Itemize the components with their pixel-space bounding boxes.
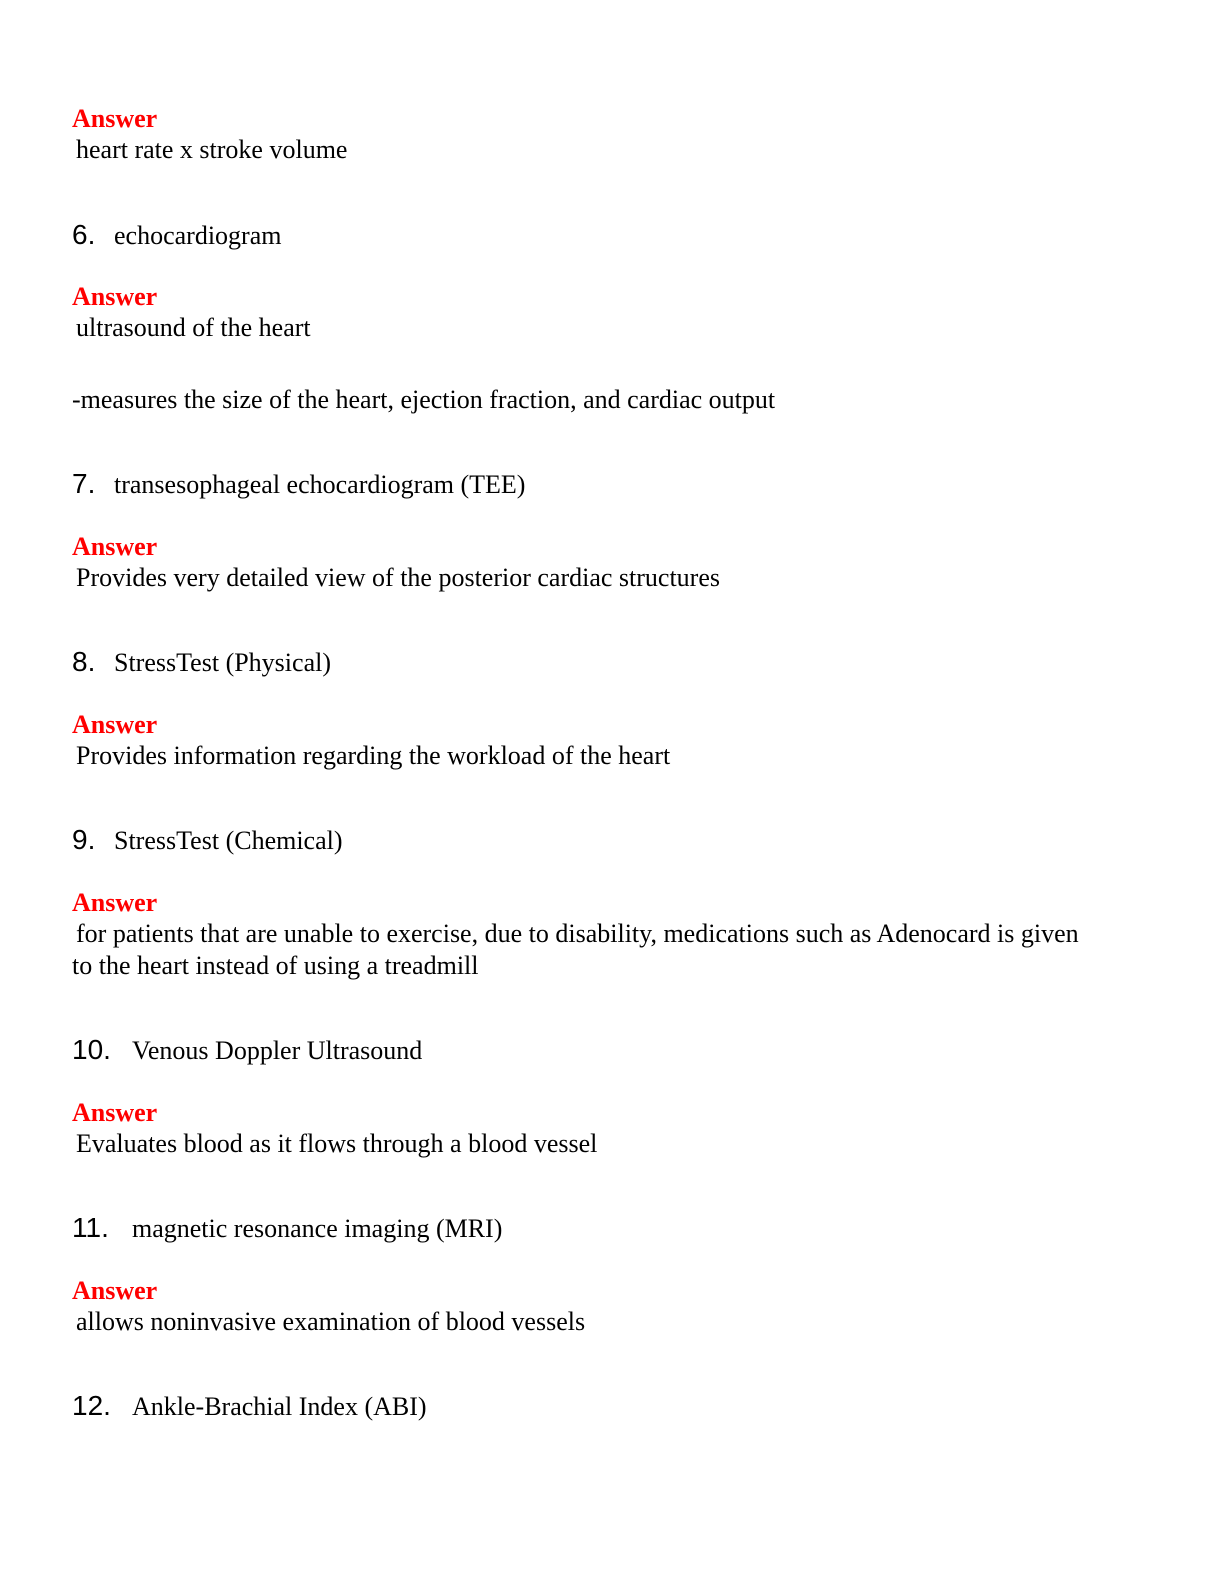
answer-text-6: ultrasound of the heart [76,313,311,342]
answer-block-9 [72,888,1134,982]
question-text-7: transesophageal echocardiogram (TEE) [114,470,526,499]
answer-block-6 [72,282,1134,344]
answer-block-5 [72,104,1134,166]
answer-text-8: Provides information regarding the workload of the heart [76,741,671,770]
answer-block-10 [72,1098,1134,1160]
question-number-8: 8. [72,646,96,677]
answer-text-11: allows noninvasive examination of blood vessels [76,1307,586,1336]
answer-label: Answer [72,532,158,561]
answer-label: Answer [72,1098,158,1127]
answer-label: Answer [72,888,158,917]
answer-text-9-line-2: to the heart instead of using a treadmill [72,951,479,980]
answer-text-7: Provides very detailed view of the posterior cardiac structures [76,563,720,592]
question-text-10: Venous Doppler Ultrasound [132,1036,423,1065]
question-number-7: 7. [72,468,96,499]
answer-block-11 [72,1276,1134,1338]
answer-text-10: Evaluates blood as it flows through a blood vessel [76,1129,598,1158]
question-number-9: 9. [72,824,96,855]
question-text-6: echocardiogram [114,221,282,250]
question-number-12: 12. [72,1390,111,1421]
answer-block-7 [72,532,1134,594]
question-number-10: 10. [72,1034,111,1065]
question-8 [72,646,331,679]
answer-label: Answer [72,104,158,133]
answer-text-9-line-1: for patients that are unable to exercise, due to disability, medications such as Adenocard is given [76,919,1079,948]
answer-extra-6 [72,384,1134,416]
answer-label: Answer [72,710,158,739]
answer-block-8 [72,710,1134,772]
question-text-11: magnetic resonance imaging (MRI) [132,1214,503,1243]
question-7 [72,468,525,501]
answer-label: Answer [72,1276,158,1305]
question-9 [72,824,343,857]
question-12 [72,1390,427,1423]
answer-text-5: heart rate x stroke volume [76,135,348,164]
question-11 [72,1212,502,1245]
question-text-8: StressTest (Physical) [114,648,331,677]
question-number-6: 6. [72,219,96,250]
question-6 [72,219,281,252]
question-text-12: Ankle-Brachial Index (ABI) [132,1392,427,1421]
answer-extra-text-6: -measures the size of the heart, ejection fraction, and cardiac output [72,385,776,414]
question-10 [72,1034,422,1067]
answer-label: Answer [72,282,158,311]
question-text-9: StressTest (Chemical) [114,826,343,855]
question-number-11: 11. [72,1212,109,1243]
